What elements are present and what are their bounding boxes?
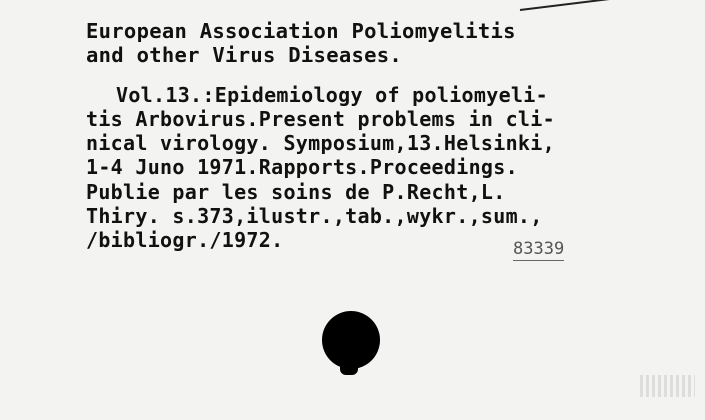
- card-heading-line-1: European Association Poliomyelitis: [86, 19, 516, 43]
- faint-bleed-through-mark: [640, 375, 695, 397]
- card-text-line-3: nical virology. Symposium,13.Helsinki,: [86, 131, 555, 155]
- punch-hole-tail: [340, 358, 358, 375]
- catalog-number: 83339: [513, 239, 565, 259]
- card-heading-line-2: and other Virus Diseases.: [86, 43, 403, 67]
- card-text-line-5: Publie par les soins de P.Recht,L.: [86, 180, 506, 204]
- card-text-line-2: tis Arbovirus.Present problems in cli-: [86, 107, 555, 131]
- card-text-line-1: Vol.13.:Epidemiology of poliomyeli-: [116, 83, 548, 107]
- card-text-line-6: Thiry. s.373,ilustr.,tab.,wykr.,sum.,: [86, 204, 543, 228]
- card-text-line-4: 1-4 Juno 1971.Rapports.Proceedings.: [86, 155, 518, 179]
- pen-stroke: [520, 0, 615, 11]
- card-text-line-7: /bibliogr./1972.: [86, 228, 284, 252]
